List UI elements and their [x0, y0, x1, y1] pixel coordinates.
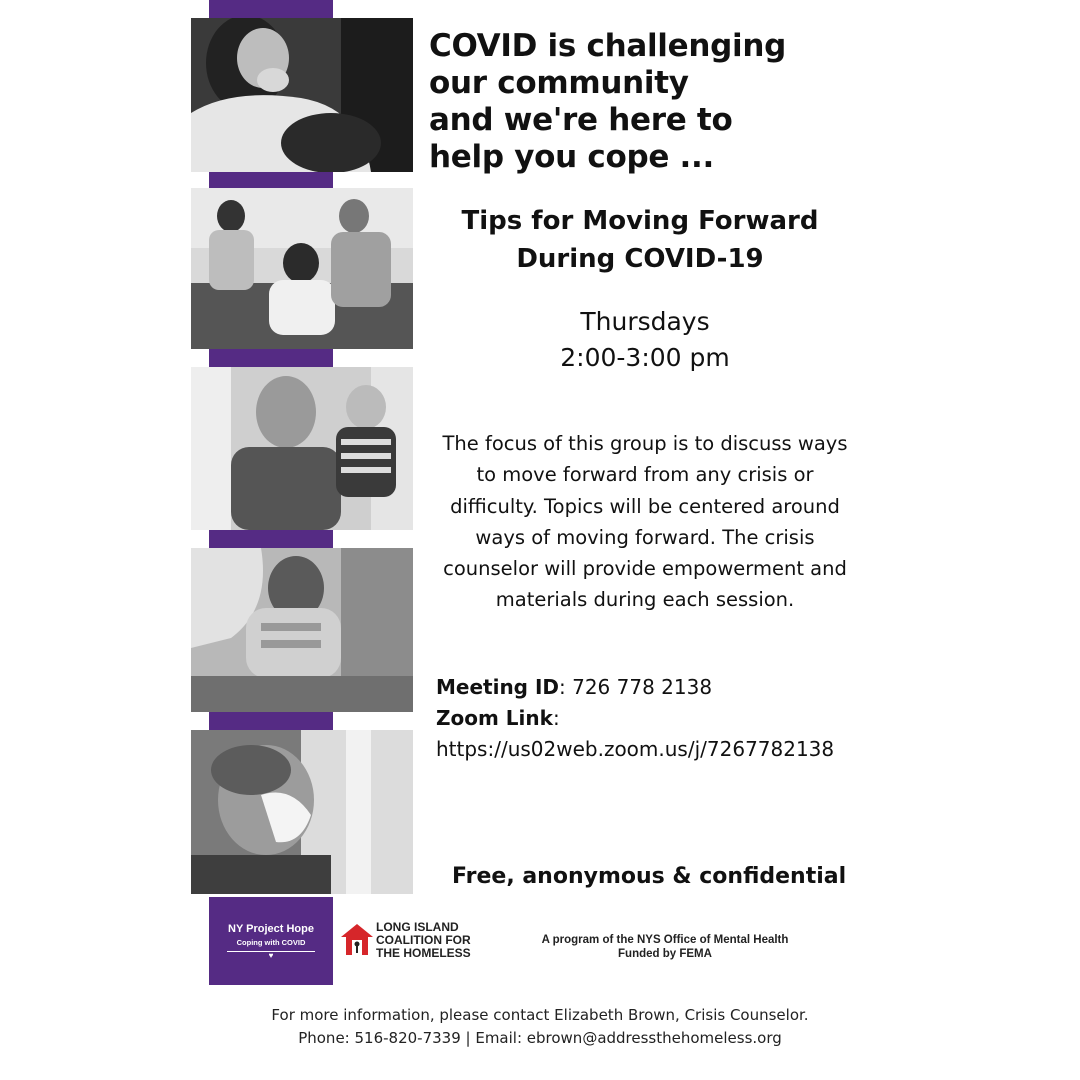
- headline-line-2: our community: [429, 65, 689, 101]
- program-line-2: Funded by FEMA: [618, 948, 712, 960]
- ny-project-hope-logo: [209, 897, 333, 985]
- zoom-link-label: Zoom Link: [436, 706, 553, 730]
- zoom-link-row: [436, 703, 876, 734]
- purple-strip-4: [209, 530, 333, 548]
- meeting-id-label: Meeting ID: [436, 675, 560, 699]
- contact-line-2: Phone: 516-820-7339 | Email: ebrown@addressthehomeless.org: [298, 1029, 782, 1047]
- ny-project-hope-title: NY Project Hope: [228, 923, 314, 935]
- meeting-info: [436, 672, 876, 765]
- contact-line-1: For more information, please contact Elizabeth Brown, Crisis Counselor.: [271, 1006, 809, 1024]
- long-island-line-1: LONG ISLAND: [376, 920, 459, 934]
- zoom-link-url[interactable]: https://us02web.zoom.us/j/7267782138: [436, 737, 835, 761]
- program-line-1: A program of the NYS Office of Mental Health: [541, 934, 789, 946]
- tips-title-line-2: During COVID-19: [516, 244, 764, 274]
- long-island-coalition-logo: [340, 920, 500, 960]
- schedule-day: Thursdays: [580, 307, 710, 336]
- meeting-id-row: [436, 672, 876, 703]
- heart-icon: ♥: [268, 951, 274, 960]
- long-island-line-2: COALITION FOR: [376, 933, 471, 947]
- tips-title: [430, 202, 850, 278]
- purple-strip-5: [209, 712, 333, 730]
- focus-description: The focus of this group is to discuss ways to move forward from any crisis or difficulty. Topics will be centered around ways of moving forward. The crisis counselor will provide empowerment and materials during each session.: [442, 432, 848, 612]
- long-island-line-3: THE HOMELESS: [376, 946, 471, 960]
- house-icon: [340, 922, 374, 958]
- photo-family-couch: [191, 188, 413, 349]
- confidential-tagline: Free, anonymous & confidential: [452, 864, 847, 889]
- headline-line-3: and we're here to: [429, 102, 733, 138]
- purple-strip-2: [209, 172, 333, 188]
- program-info: [510, 933, 820, 961]
- headline-line-1: COVID is challenging: [429, 28, 786, 64]
- long-island-coalition-text: [376, 921, 471, 960]
- photo-woman-anxious: [191, 18, 413, 172]
- purple-strip-3: [209, 349, 333, 367]
- tips-title-line-1: Tips for Moving Forward: [461, 206, 819, 236]
- photo-man-mask: [191, 730, 413, 894]
- ny-project-hope-subtitle: Coping with COVID: [236, 938, 306, 947]
- purple-strip-1: [209, 0, 333, 18]
- zoom-link-colon: :: [552, 706, 560, 730]
- contact-info: [200, 1004, 880, 1050]
- photo-father-baby: [191, 367, 413, 530]
- photo-child-hands: [191, 548, 413, 712]
- headline-line-4: help you cope ...: [429, 139, 714, 175]
- meeting-id-value: : 726 778 2138: [559, 675, 713, 699]
- headline: [429, 28, 849, 176]
- schedule-time: 2:00-3:00 pm: [560, 343, 730, 372]
- schedule: [430, 304, 860, 376]
